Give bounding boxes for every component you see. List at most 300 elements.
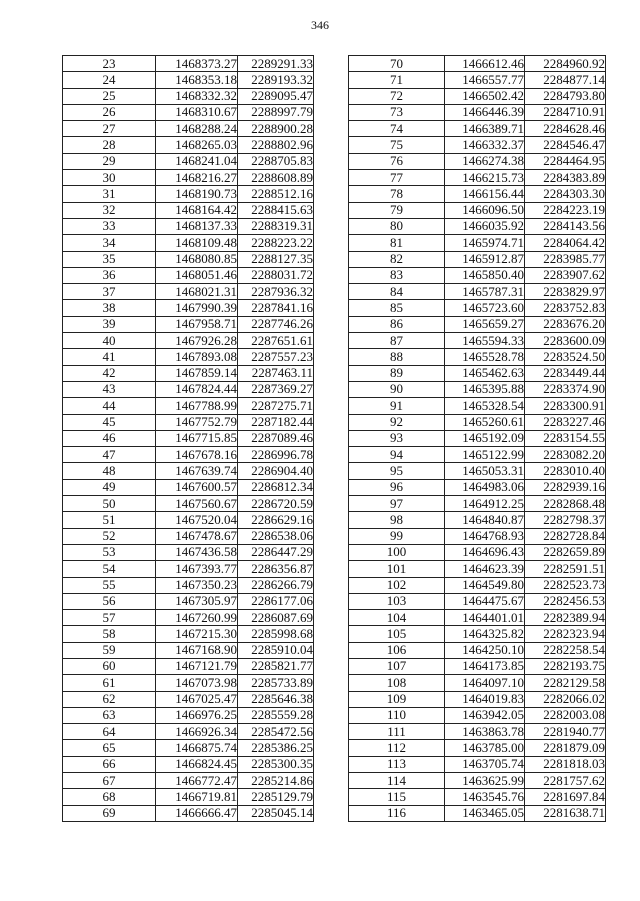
y-coordinate-cell: 2284223.19	[525, 202, 606, 218]
x-coordinate-cell: 1465395.88	[445, 381, 525, 397]
x-coordinate-cell: 1468164.42	[156, 202, 238, 218]
y-coordinate-cell: 2286720.59	[238, 496, 314, 512]
y-coordinate-cell: 2283449.44	[525, 365, 606, 381]
point-number-cell: 96	[349, 479, 445, 495]
x-coordinate-cell: 1467560.67	[156, 496, 238, 512]
x-coordinate-cell: 1466215.73	[445, 170, 525, 186]
point-number-cell: 40	[63, 333, 156, 349]
table-row	[349, 430, 606, 446]
table-row	[349, 789, 606, 805]
table-row	[63, 251, 314, 267]
point-number-cell: 111	[349, 724, 445, 740]
table-row	[349, 691, 606, 707]
y-coordinate-cell: 2288608.89	[238, 170, 314, 186]
point-number-cell: 71	[349, 72, 445, 88]
table-row	[63, 593, 314, 609]
y-coordinate-cell: 2282456.53	[525, 593, 606, 609]
point-number-cell: 106	[349, 642, 445, 658]
x-coordinate-cell: 1465462.63	[445, 365, 525, 381]
y-coordinate-cell: 2282728.84	[525, 528, 606, 544]
point-number-cell: 27	[63, 121, 156, 137]
x-coordinate-cell: 1464912.25	[445, 496, 525, 512]
table-row	[349, 463, 606, 479]
table-row	[63, 789, 314, 805]
y-coordinate-cell: 2286177.06	[238, 593, 314, 609]
y-coordinate-cell: 2283524.50	[525, 349, 606, 365]
table-row	[349, 593, 606, 609]
table-row	[63, 577, 314, 593]
x-coordinate-cell: 1467436.58	[156, 544, 238, 560]
y-coordinate-cell: 2283374.90	[525, 381, 606, 397]
x-coordinate-cell: 1468216.27	[156, 170, 238, 186]
table-row	[349, 740, 606, 756]
point-number-cell: 78	[349, 186, 445, 202]
point-number-cell: 72	[349, 88, 445, 104]
point-number-cell: 28	[63, 137, 156, 153]
y-coordinate-cell: 2287089.46	[238, 430, 314, 446]
table-row	[349, 153, 606, 169]
point-number-cell: 93	[349, 430, 445, 446]
y-coordinate-cell: 2286996.78	[238, 447, 314, 463]
table-row	[349, 512, 606, 528]
x-coordinate-cell: 1468310.67	[156, 104, 238, 120]
table-row	[63, 121, 314, 137]
point-number-cell: 63	[63, 707, 156, 723]
x-coordinate-cell: 1466446.39	[445, 104, 525, 120]
point-number-cell: 70	[349, 56, 445, 72]
x-coordinate-cell: 1466976.25	[156, 707, 238, 723]
point-number-cell: 107	[349, 658, 445, 674]
point-number-cell: 114	[349, 773, 445, 789]
y-coordinate-cell: 2285998.68	[238, 626, 314, 642]
x-coordinate-cell: 1466274.38	[445, 153, 525, 169]
table-row	[63, 56, 314, 72]
table-row	[349, 496, 606, 512]
x-coordinate-cell: 1468109.48	[156, 235, 238, 251]
table-row	[349, 121, 606, 137]
y-coordinate-cell: 2286087.69	[238, 610, 314, 626]
point-number-cell: 41	[63, 349, 156, 365]
table-row	[349, 56, 606, 72]
table-row	[349, 398, 606, 414]
x-coordinate-cell: 1465723.60	[445, 300, 525, 316]
point-number-cell: 36	[63, 267, 156, 283]
x-coordinate-cell: 1466875.74	[156, 740, 238, 756]
table-row	[63, 463, 314, 479]
y-coordinate-cell: 2284710.91	[525, 104, 606, 120]
y-coordinate-cell: 2283985.77	[525, 251, 606, 267]
x-coordinate-cell: 1467520.04	[156, 512, 238, 528]
x-coordinate-cell: 1463545.76	[445, 789, 525, 805]
table-row	[349, 333, 606, 349]
point-number-cell: 56	[63, 593, 156, 609]
table-row	[63, 284, 314, 300]
x-coordinate-cell: 1465053.31	[445, 463, 525, 479]
y-coordinate-cell: 2285821.77	[238, 658, 314, 674]
point-number-cell: 85	[349, 300, 445, 316]
y-coordinate-cell: 2287746.26	[238, 316, 314, 332]
x-coordinate-cell: 1468265.03	[156, 137, 238, 153]
point-number-cell: 102	[349, 577, 445, 593]
x-coordinate-cell: 1464983.06	[445, 479, 525, 495]
table-row	[63, 430, 314, 446]
x-coordinate-cell: 1464549.80	[445, 577, 525, 593]
y-coordinate-cell: 2281818.03	[525, 756, 606, 772]
y-coordinate-cell: 2284546.47	[525, 137, 606, 153]
x-coordinate-cell: 1468373.27	[156, 56, 238, 72]
point-number-cell: 32	[63, 202, 156, 218]
x-coordinate-cell: 1467073.98	[156, 675, 238, 691]
table-row	[63, 561, 314, 577]
y-coordinate-cell: 2283907.62	[525, 267, 606, 283]
y-coordinate-cell: 2284064.42	[525, 235, 606, 251]
x-coordinate-cell: 1467215.30	[156, 626, 238, 642]
x-coordinate-cell: 1465850.40	[445, 267, 525, 283]
point-number-cell: 57	[63, 610, 156, 626]
x-coordinate-cell: 1464250.10	[445, 642, 525, 658]
table-row	[63, 153, 314, 169]
table-row	[63, 544, 314, 560]
x-coordinate-cell: 1464623.39	[445, 561, 525, 577]
x-coordinate-cell: 1466035.92	[445, 218, 525, 234]
y-coordinate-cell: 2282258.54	[525, 642, 606, 658]
y-coordinate-cell: 2283227.46	[525, 414, 606, 430]
x-coordinate-cell: 1467025.47	[156, 691, 238, 707]
point-number-cell: 51	[63, 512, 156, 528]
table-row	[63, 349, 314, 365]
point-number-cell: 82	[349, 251, 445, 267]
table-row	[349, 577, 606, 593]
y-coordinate-cell: 2282868.48	[525, 496, 606, 512]
y-coordinate-cell: 2289291.33	[238, 56, 314, 72]
point-number-cell: 54	[63, 561, 156, 577]
x-coordinate-cell: 1468190.73	[156, 186, 238, 202]
y-coordinate-cell: 2282003.08	[525, 707, 606, 723]
table-row	[349, 773, 606, 789]
y-coordinate-cell: 2285300.35	[238, 756, 314, 772]
table-row	[63, 235, 314, 251]
x-coordinate-cell: 1467824.44	[156, 381, 238, 397]
point-number-cell: 99	[349, 528, 445, 544]
point-number-cell: 108	[349, 675, 445, 691]
x-coordinate-cell: 1467715.85	[156, 430, 238, 446]
x-coordinate-cell: 1467893.08	[156, 349, 238, 365]
table-row	[63, 316, 314, 332]
y-coordinate-cell: 2287182.44	[238, 414, 314, 430]
y-coordinate-cell: 2283300.91	[525, 398, 606, 414]
x-coordinate-cell: 1468332.32	[156, 88, 238, 104]
x-coordinate-cell: 1465328.54	[445, 398, 525, 414]
y-coordinate-cell: 2283829.97	[525, 284, 606, 300]
point-number-cell: 43	[63, 381, 156, 397]
point-number-cell: 31	[63, 186, 156, 202]
x-coordinate-cell: 1465594.33	[445, 333, 525, 349]
y-coordinate-cell: 2284464.95	[525, 153, 606, 169]
y-coordinate-cell: 2289193.32	[238, 72, 314, 88]
x-coordinate-cell: 1465528.78	[445, 349, 525, 365]
table-row	[63, 740, 314, 756]
x-coordinate-cell: 1468080.85	[156, 251, 238, 267]
y-coordinate-cell: 2285129.79	[238, 789, 314, 805]
y-coordinate-cell: 2282591.51	[525, 561, 606, 577]
point-number-cell: 39	[63, 316, 156, 332]
x-coordinate-cell: 1467958.71	[156, 316, 238, 332]
y-coordinate-cell: 2284383.89	[525, 170, 606, 186]
table-row	[63, 137, 314, 153]
table-row	[63, 528, 314, 544]
point-number-cell: 23	[63, 56, 156, 72]
table-row	[349, 365, 606, 381]
y-coordinate-cell: 2282066.02	[525, 691, 606, 707]
table-row	[349, 104, 606, 120]
table-row	[63, 691, 314, 707]
table-row	[63, 170, 314, 186]
x-coordinate-cell: 1467393.77	[156, 561, 238, 577]
point-number-cell: 115	[349, 789, 445, 805]
point-number-cell: 65	[63, 740, 156, 756]
x-coordinate-cell: 1468353.18	[156, 72, 238, 88]
y-coordinate-cell: 2281638.71	[525, 805, 606, 821]
y-coordinate-cell: 2285214.86	[238, 773, 314, 789]
point-number-cell: 105	[349, 626, 445, 642]
x-coordinate-cell: 1463863.78	[445, 724, 525, 740]
point-number-cell: 97	[349, 496, 445, 512]
y-coordinate-cell: 2286356.87	[238, 561, 314, 577]
table-row	[349, 414, 606, 430]
x-coordinate-cell: 1468241.04	[156, 153, 238, 169]
table-row	[63, 104, 314, 120]
point-number-cell: 62	[63, 691, 156, 707]
table-row	[349, 675, 606, 691]
x-coordinate-cell: 1464097.10	[445, 675, 525, 691]
x-coordinate-cell: 1467168.90	[156, 642, 238, 658]
y-coordinate-cell: 2284960.92	[525, 56, 606, 72]
point-number-cell: 112	[349, 740, 445, 756]
x-coordinate-cell: 1466156.44	[445, 186, 525, 202]
x-coordinate-cell: 1467600.57	[156, 479, 238, 495]
table-row	[63, 218, 314, 234]
y-coordinate-cell: 2287651.61	[238, 333, 314, 349]
table-row	[63, 72, 314, 88]
y-coordinate-cell: 2288997.79	[238, 104, 314, 120]
y-coordinate-cell: 2282939.16	[525, 479, 606, 495]
x-coordinate-cell: 1463625.99	[445, 773, 525, 789]
y-coordinate-cell: 2288031.72	[238, 267, 314, 283]
table-row	[63, 707, 314, 723]
x-coordinate-cell: 1464696.43	[445, 544, 525, 560]
y-coordinate-cell: 2283082.20	[525, 447, 606, 463]
point-number-cell: 46	[63, 430, 156, 446]
table-row	[349, 724, 606, 740]
y-coordinate-cell: 2285045.14	[238, 805, 314, 821]
table-row	[63, 365, 314, 381]
y-coordinate-cell: 2285559.28	[238, 707, 314, 723]
table-row	[349, 251, 606, 267]
table-row	[63, 414, 314, 430]
x-coordinate-cell: 1466772.47	[156, 773, 238, 789]
x-coordinate-cell: 1466332.37	[445, 137, 525, 153]
y-coordinate-cell: 2285910.04	[238, 642, 314, 658]
table-row	[349, 658, 606, 674]
table-row	[63, 398, 314, 414]
x-coordinate-cell: 1463785.00	[445, 740, 525, 756]
point-number-cell: 58	[63, 626, 156, 642]
point-number-cell: 88	[349, 349, 445, 365]
y-coordinate-cell: 2287936.32	[238, 284, 314, 300]
table-row	[63, 756, 314, 772]
table-row	[349, 316, 606, 332]
table-row	[349, 300, 606, 316]
point-number-cell: 90	[349, 381, 445, 397]
point-number-cell: 103	[349, 593, 445, 609]
x-coordinate-cell: 1467990.39	[156, 300, 238, 316]
table-row	[63, 675, 314, 691]
x-coordinate-cell: 1466612.46	[445, 56, 525, 72]
coordinates-table-right	[348, 55, 606, 822]
point-number-cell: 34	[63, 235, 156, 251]
point-number-cell: 67	[63, 773, 156, 789]
point-number-cell: 77	[349, 170, 445, 186]
point-number-cell: 94	[349, 447, 445, 463]
point-number-cell: 48	[63, 463, 156, 479]
x-coordinate-cell: 1465659.27	[445, 316, 525, 332]
point-number-cell: 29	[63, 153, 156, 169]
point-number-cell: 104	[349, 610, 445, 626]
point-number-cell: 91	[349, 398, 445, 414]
table-row	[63, 773, 314, 789]
table-row	[349, 707, 606, 723]
y-coordinate-cell: 2282523.73	[525, 577, 606, 593]
x-coordinate-cell: 1467788.99	[156, 398, 238, 414]
point-number-cell: 64	[63, 724, 156, 740]
table-row	[349, 626, 606, 642]
x-coordinate-cell: 1466557.77	[445, 72, 525, 88]
table-row	[63, 610, 314, 626]
y-coordinate-cell: 2283676.20	[525, 316, 606, 332]
table-row	[349, 137, 606, 153]
table-row	[63, 724, 314, 740]
y-coordinate-cell: 2288512.16	[238, 186, 314, 202]
y-coordinate-cell: 2288900.28	[238, 121, 314, 137]
table-row	[349, 642, 606, 658]
table-row	[349, 610, 606, 626]
point-number-cell: 80	[349, 218, 445, 234]
x-coordinate-cell: 1467305.97	[156, 593, 238, 609]
point-number-cell: 24	[63, 72, 156, 88]
point-number-cell: 75	[349, 137, 445, 153]
point-number-cell: 35	[63, 251, 156, 267]
y-coordinate-cell: 2284628.46	[525, 121, 606, 137]
y-coordinate-cell: 2289095.47	[238, 88, 314, 104]
point-number-cell: 49	[63, 479, 156, 495]
y-coordinate-cell: 2288319.31	[238, 218, 314, 234]
y-coordinate-cell: 2286812.34	[238, 479, 314, 495]
x-coordinate-cell: 1468288.24	[156, 121, 238, 137]
y-coordinate-cell: 2283600.09	[525, 333, 606, 349]
point-number-cell: 47	[63, 447, 156, 463]
y-coordinate-cell: 2288415.63	[238, 202, 314, 218]
x-coordinate-cell: 1463465.05	[445, 805, 525, 821]
x-coordinate-cell: 1464840.87	[445, 512, 525, 528]
y-coordinate-cell: 2282659.89	[525, 544, 606, 560]
x-coordinate-cell: 1464768.93	[445, 528, 525, 544]
x-coordinate-cell: 1467678.16	[156, 447, 238, 463]
table-row	[349, 235, 606, 251]
table-row	[63, 642, 314, 658]
x-coordinate-cell: 1463942.05	[445, 707, 525, 723]
table-row	[349, 447, 606, 463]
y-coordinate-cell: 2283010.40	[525, 463, 606, 479]
point-number-cell: 59	[63, 642, 156, 658]
point-number-cell: 25	[63, 88, 156, 104]
coordinates-table-left	[62, 55, 314, 822]
table-row	[349, 267, 606, 283]
y-coordinate-cell: 2287463.11	[238, 365, 314, 381]
table-row	[349, 561, 606, 577]
y-coordinate-cell: 2282129.58	[525, 675, 606, 691]
table-row	[63, 479, 314, 495]
table-row	[63, 267, 314, 283]
table-row	[63, 658, 314, 674]
table-row	[349, 170, 606, 186]
table-row	[349, 186, 606, 202]
y-coordinate-cell: 2281940.77	[525, 724, 606, 740]
y-coordinate-cell: 2281879.09	[525, 740, 606, 756]
x-coordinate-cell: 1466666.47	[156, 805, 238, 821]
y-coordinate-cell: 2283752.83	[525, 300, 606, 316]
point-number-cell: 74	[349, 121, 445, 137]
x-coordinate-cell: 1467478.67	[156, 528, 238, 544]
point-number-cell: 30	[63, 170, 156, 186]
x-coordinate-cell: 1467121.79	[156, 658, 238, 674]
table-row	[349, 218, 606, 234]
y-coordinate-cell: 2288802.96	[238, 137, 314, 153]
x-coordinate-cell: 1466824.45	[156, 756, 238, 772]
table-row	[63, 202, 314, 218]
table-row	[349, 756, 606, 772]
x-coordinate-cell: 1467926.28	[156, 333, 238, 349]
x-coordinate-cell: 1463705.74	[445, 756, 525, 772]
x-coordinate-cell: 1464019.83	[445, 691, 525, 707]
y-coordinate-cell: 2286538.06	[238, 528, 314, 544]
point-number-cell: 50	[63, 496, 156, 512]
table-row	[349, 284, 606, 300]
y-coordinate-cell: 2286629.16	[238, 512, 314, 528]
point-number-cell: 95	[349, 463, 445, 479]
table-row	[63, 300, 314, 316]
table-row	[63, 333, 314, 349]
y-coordinate-cell: 2282323.94	[525, 626, 606, 642]
point-number-cell: 92	[349, 414, 445, 430]
point-number-cell: 73	[349, 104, 445, 120]
table-row	[349, 202, 606, 218]
x-coordinate-cell: 1467260.99	[156, 610, 238, 626]
point-number-cell: 84	[349, 284, 445, 300]
table-row	[349, 805, 606, 821]
x-coordinate-cell: 1467639.74	[156, 463, 238, 479]
point-number-cell: 83	[349, 267, 445, 283]
point-number-cell: 109	[349, 691, 445, 707]
point-number-cell: 38	[63, 300, 156, 316]
table-row	[349, 88, 606, 104]
x-coordinate-cell: 1465787.31	[445, 284, 525, 300]
x-coordinate-cell: 1464475.67	[445, 593, 525, 609]
table-row	[63, 447, 314, 463]
y-coordinate-cell: 2284877.14	[525, 72, 606, 88]
x-coordinate-cell: 1467859.14	[156, 365, 238, 381]
point-number-cell: 89	[349, 365, 445, 381]
x-coordinate-cell: 1466502.42	[445, 88, 525, 104]
